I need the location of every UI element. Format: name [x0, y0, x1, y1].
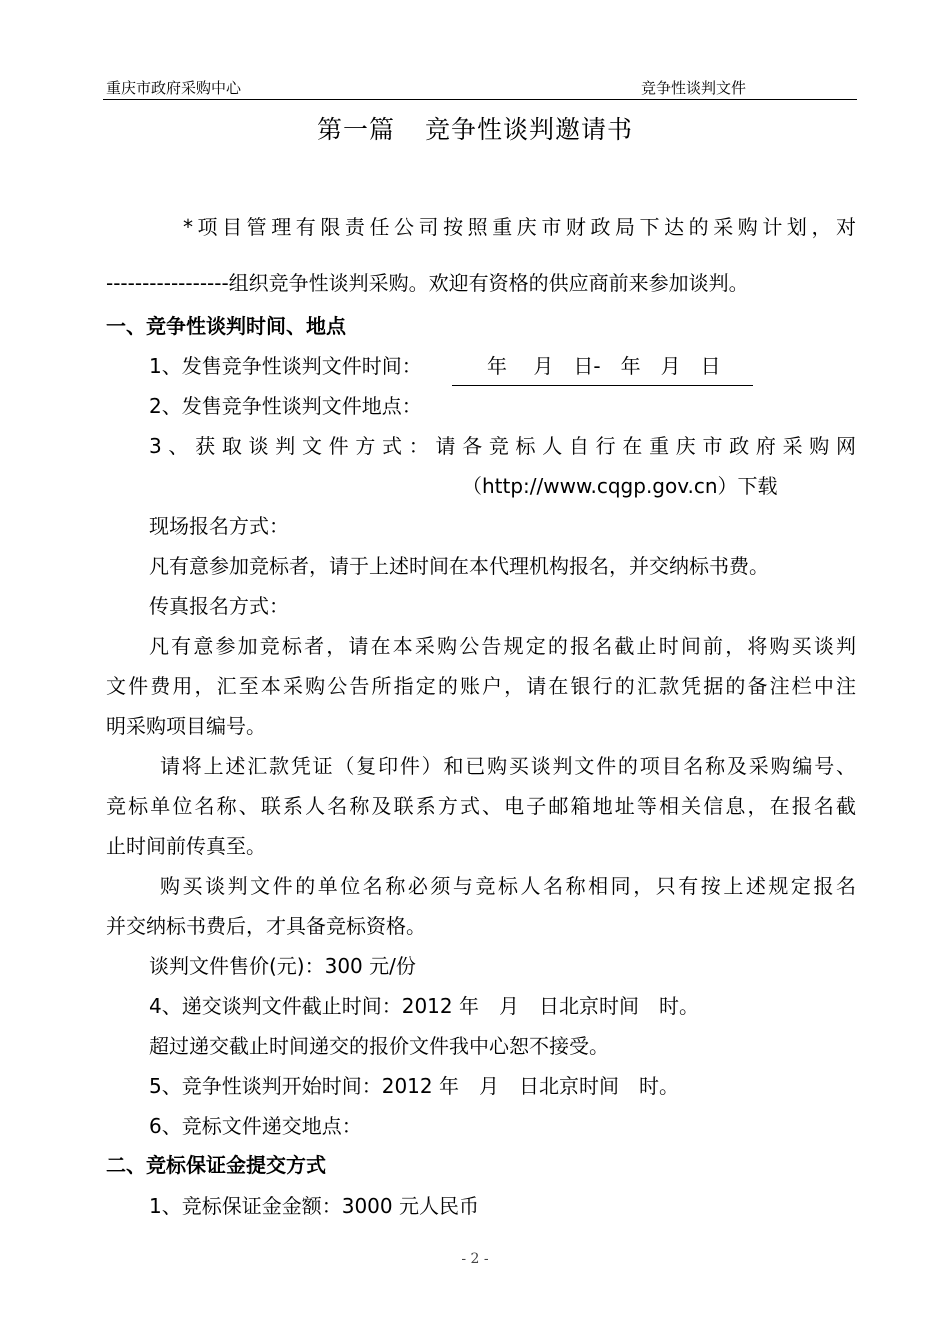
fax-paragraph-1-line-1: 凡有意参加竞标者，请在本采购公告规定的报名截止时间前，将购买谈判 [149, 634, 856, 658]
item-2-label: 2、发售竞争性谈判文件地点： [149, 394, 422, 418]
fax-paragraph-2-line-1: 请将上述汇款凭证（复印件）和已购买谈判文件的项目名称及采购编号、 [160, 754, 856, 778]
section-1-heading: 一、竞争性谈判时间、地点 [106, 314, 346, 338]
item-1-value: 年 月 日- 年 月 日 [487, 354, 721, 378]
onsite-registration-label: 现场报名方式： [149, 514, 289, 538]
item-6-submission-location: 6、竞标文件递交地点： [149, 1114, 362, 1138]
deposit-amount: 1、竞标保证金金额：3000 元人民币 [149, 1194, 479, 1218]
fax-paragraph-1-line-2: 文件费用，汇至本采购公告所指定的账户，请在银行的汇款凭据的备注栏中注 [106, 674, 856, 698]
item-1-label: 1、发售竞争性谈判文件时间： [149, 354, 422, 378]
fax-paragraph-1-line-3: 明采购项目编号。 [106, 714, 266, 738]
fax-registration-label: 传真报名方式： [149, 594, 289, 618]
page-title [0, 112, 950, 148]
fax-paragraph-3-line-1: 购买谈判文件的单位名称必须与竞标人名称相同，只有按上述规定报名 [160, 874, 856, 898]
item-3-line-1: 3、获取谈判文件方式：请各竞标人自行在重庆市政府采购网 [149, 434, 856, 458]
title-name: 竞争性谈判邀请书 [425, 115, 634, 144]
intro-line-1: *项目管理有限责任公司按照重庆市财政局下达的采购计划，对 [183, 215, 856, 239]
section-2-heading: 二、竞标保证金提交方式 [106, 1153, 326, 1177]
header-organization: 重庆市政府采购中心 [106, 79, 242, 97]
header-rule [103, 99, 857, 100]
item-5-start-time: 5、竞争性谈判开始时间：2012 年 月 日北京时间 时。 [149, 1074, 679, 1098]
item-1-underline [452, 385, 753, 386]
page-number: - 2 - [461, 1251, 489, 1267]
late-submission-note: 超过递交截止时间递交的报价文件我中心恕不接受。 [149, 1034, 609, 1058]
title-part: 第一篇 [316, 115, 395, 144]
intro-line-2: -----------------组织竞争性谈判采购。欢迎有资格的供应商前来参加谈判。 [106, 271, 749, 295]
document-price: 谈判文件售价(元)：300 元/份 [149, 954, 416, 978]
item-3-line-2: （http://www.cqgp.gov.cn）下载 [462, 474, 778, 498]
header-document-type: 竞争性谈判文件 [641, 79, 747, 97]
onsite-registration-text: 凡有意参加竞标者，请于上述时间在本代理机构报名，并交纳标书费。 [149, 554, 769, 578]
fax-paragraph-2-line-2: 竞标单位名称、联系人名称及联系方式、电子邮箱地址等相关信息，在报名截 [106, 794, 856, 818]
fax-paragraph-2-line-3: 止时间前传真至。 [106, 834, 266, 858]
item-4-deadline: 4、递交谈判文件截止时间：2012 年 月 日北京时间 时。 [149, 994, 699, 1018]
fax-paragraph-3-line-2: 并交纳标书费后，才具备竞标资格。 [106, 914, 426, 938]
